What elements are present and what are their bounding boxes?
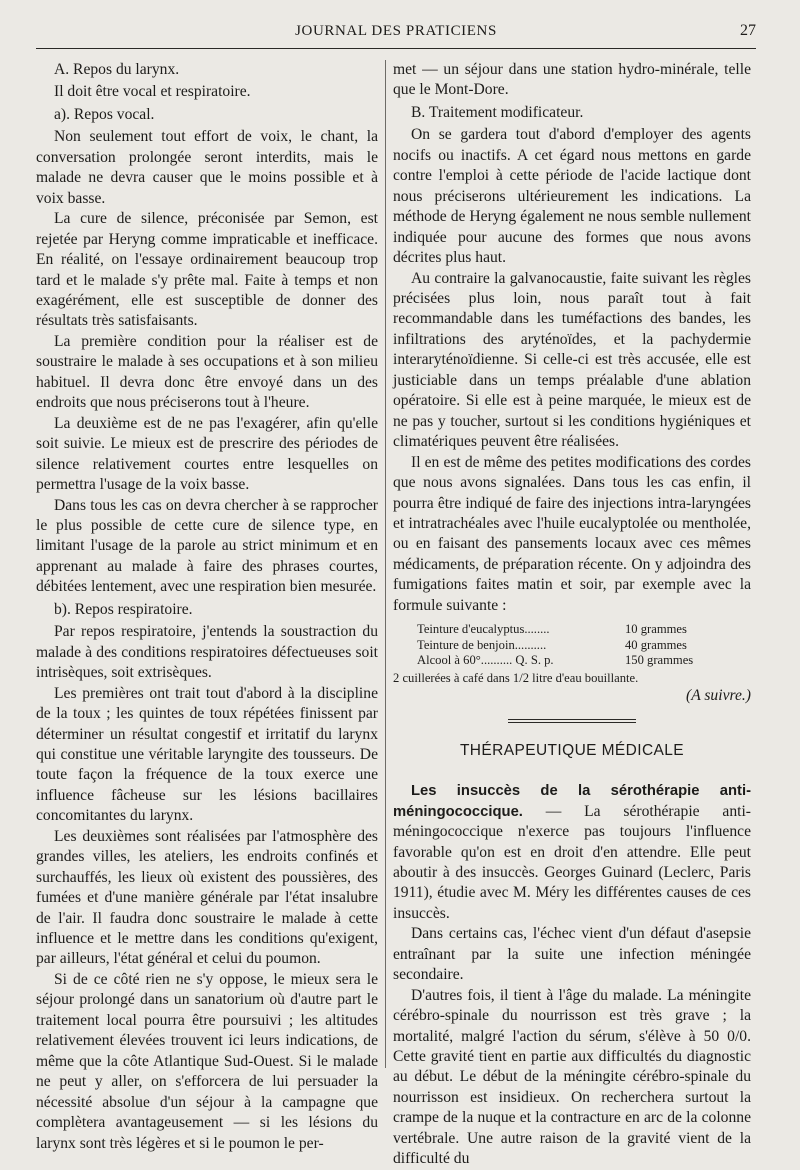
body-paragraph: Les deuxièmes sont réalisées par l'atmosphère des grandes villes, les ateliers, les endroits confinés et surchauffés, les lieux où existent des poussières, des fumées et d'une manière générale par l'état insalubre de l'air. Il faudra donc soustraire le malade à cette influence et le mettre dans les conditions qu'exigent, par ailleurs, l'état général et celui du poumon. — [36, 827, 378, 968]
body-paragraph: Par repos respiratoire, j'entends la soustraction du malade à des conditions respiratoires défectueuses soit intrisèques, soit extrisèques. — [36, 623, 378, 682]
body-paragraph: Non seulement tout effort de voix, le chant, la conversation prolongée seront interdits, mais le malade ne devra causer que le moins possible et à voix basse. — [36, 128, 378, 207]
formula-quantity: 150 grammes — [625, 653, 694, 668]
article-lead-text: — La sérothérapie anti-méningococcique n'exerce pas toujours l'influence favorable qu'on est en droit d'en attendre. Elle peut aboutir à des insuccès. Georges Guinard (Leclerc, Paris 1911), étudie avec M. Méry les différentes causes de ces insuccès. — [393, 802, 751, 922]
article-paragraph: Dans certains cas, l'échec vient d'un défaut d'asepsie entraînant par la suite une infection méningée secondaire. — [393, 925, 751, 984]
formula-quantity: 40 grammes — [625, 637, 687, 652]
body-paragraph: Les premières ont trait tout d'abord à la discipline de la toux ; les quintes de toux répétées finissent par déterminer un résultat congestif et irritatif du larynx qui constitue une véritable laryngite des tousseurs. De toute façon la fréquence de la toux exerce une influence fâcheuse sur les lésions bacillaires concomitantes du larynx. — [36, 684, 378, 825]
left-column — [36, 58, 378, 1154]
running-header — [36, 18, 756, 49]
formula-label: Teinture d'eucalyptus — [417, 622, 525, 637]
body-paragraph: On se gardera tout d'abord d'employer des agents nocifs ou inactifs. A cet égard nous mettons en garde contre l'emploi à cette période de l'acide lactique dont nous préciserons ultérieurement les indications. La méthode de Heryng également ne nous semble nullement indiquée pour aucune des formes que nous avons décrites plus haut. — [393, 126, 751, 267]
body-paragraph: La deuxième est de ne pas l'exagérer, afin qu'elle soit suivie. Le mieux est de prescrire des périodes de silence relativement courtes entre lesquelles on permettra l'usage de la voix basse. — [36, 414, 378, 494]
subsection-heading: a). Repos vocal. — [54, 105, 155, 123]
formula-row — [417, 638, 717, 654]
formula-dots: .......... Q. S. p. — [480, 653, 554, 668]
right-column — [393, 58, 751, 1170]
body-paragraph: Il en est de même des petites modifications des cordes que nous avons signalées. Dans tous les cas enfin, il pourra être indiqué de faire des injections intra-laryngées et intratrachéales avec l'huile eucalyptolée ou mentholée, ou en faisant des pansements locaux avec ces mêmes médicaments, de préparation récente. On y adjoindra des fumigations faites matin et soir, par exemple avec la formule suivante : — [393, 453, 751, 614]
subsection-heading: b). Repos respiratoire. — [54, 600, 193, 618]
formula-dots: .......... — [514, 637, 547, 652]
right-column-text — [393, 60, 751, 616]
continuation-note: (A suivre.) — [686, 687, 751, 705]
body-paragraph: met — un séjour dans une station hydro-minérale, telle que le Mont-Dore. — [393, 61, 751, 99]
formula-note: 2 cuillerées à café dans 1/2 litre d'eau bouillante. — [393, 670, 639, 685]
fumigation-formula — [417, 622, 751, 669]
formula-dots: ........ — [524, 622, 550, 637]
page-number: 27 — [740, 22, 756, 39]
section-divider — [508, 719, 636, 723]
body-paragraph: Si de ce côté rien ne s'y oppose, le mieux sera le séjour prolongé dans un sanatorium où d'autre part le traitement local pourra être poursuivi ; les altitudes relativement élevées trouvent ici leurs indications, de même que la côte Atlantique Sud-Ouest. Si le malade ne peut y aller, on s'efforcera de lui persuader la nécessité absolue d'un séjour à la campagne que complètera avantageusement — si les lésions du larynx sont très légères et si le poumon le per- — [36, 970, 378, 1152]
body-paragraph: Dans tous les cas on devra chercher à se rapprocher le plus possible de cette cure de silence type, en limitant l'usage de la parole au strict minimum et en apprenant au malade à faire des phrases courtes, débitées lentement, avec une respiration bien mesurée. — [36, 496, 378, 596]
body-paragraph: La première condition pour la réaliser est de soustraire le malade à ses occupations et à son milieu habituel. Il devra donc être envoyé dans un des endroits que nous préciserons tout à l'heure. — [36, 332, 378, 412]
formula-label: Teinture de benjoin — [417, 637, 515, 652]
article-lead-paragraph — [393, 781, 751, 924]
formula-row — [417, 622, 717, 638]
subsection-heading: B. Traitement modificateur. — [411, 103, 584, 121]
subsection-heading: A. Repos du larynx. — [54, 61, 180, 78]
journal-title: JOURNAL DES PRATICIENS — [295, 23, 497, 39]
article-paragraph: D'autres fois, il tient à l'âge du malade. La méningite cérébro-spinale du nourrisson est très grave ; la mortalité, malgré l'action du sérum, s'élève à 50 0/0. Cette gravité tient en partie aux difficultés du diagnostic au début. Le début de la méningite cérébro-spinale du nourrisson est insidieux. On recherchera surtout la crampe de la nuque et la contracture en arc de la colonne vertébrale. Une autre raison de la gravité vient de la difficulté du — [393, 986, 751, 1168]
body-paragraph: Il doit être vocal et respiratoire. — [54, 83, 251, 101]
section-title: THÉRAPEUTIQUE MÉDICALE — [459, 741, 685, 759]
article-lead-title: Les insuccès de la sérothérapie anti-méningococcique. — [393, 783, 751, 820]
column-divider — [385, 60, 386, 1068]
body-paragraph: La cure de silence, préconisée par Semon, est rejetée par Heryng comme impraticable et inefficace. En réalité, on l'essaye ordinairement beaucoup trop tard et le malade s'y prête mal. Faite à temps et non exagérément, elle est susceptible de donner des résultats très satisfaisants. — [36, 210, 378, 330]
formula-quantity: 10 grammes — [625, 622, 687, 637]
formula-label: Alcool à 60° — [417, 653, 481, 668]
formula-row — [417, 653, 717, 669]
body-paragraph: Au contraire la galvanocaustie, faite suivant les règles précisées plus loin, nous paraît tout à fait recommandable dans les tuméfactions des bandes, les infiltrations des aryténoïdes, et la pachydermie interaryténoïdienne. Si celle-ci est très accusée, elle est justiciable dans un temps préalable d'une ablation opératoire. Si elle est à peine marquée, le mieux est de ne pas y toucher, surtout si les conditions hygiéniques et climatériques peuvent être réalisées. — [393, 269, 751, 451]
